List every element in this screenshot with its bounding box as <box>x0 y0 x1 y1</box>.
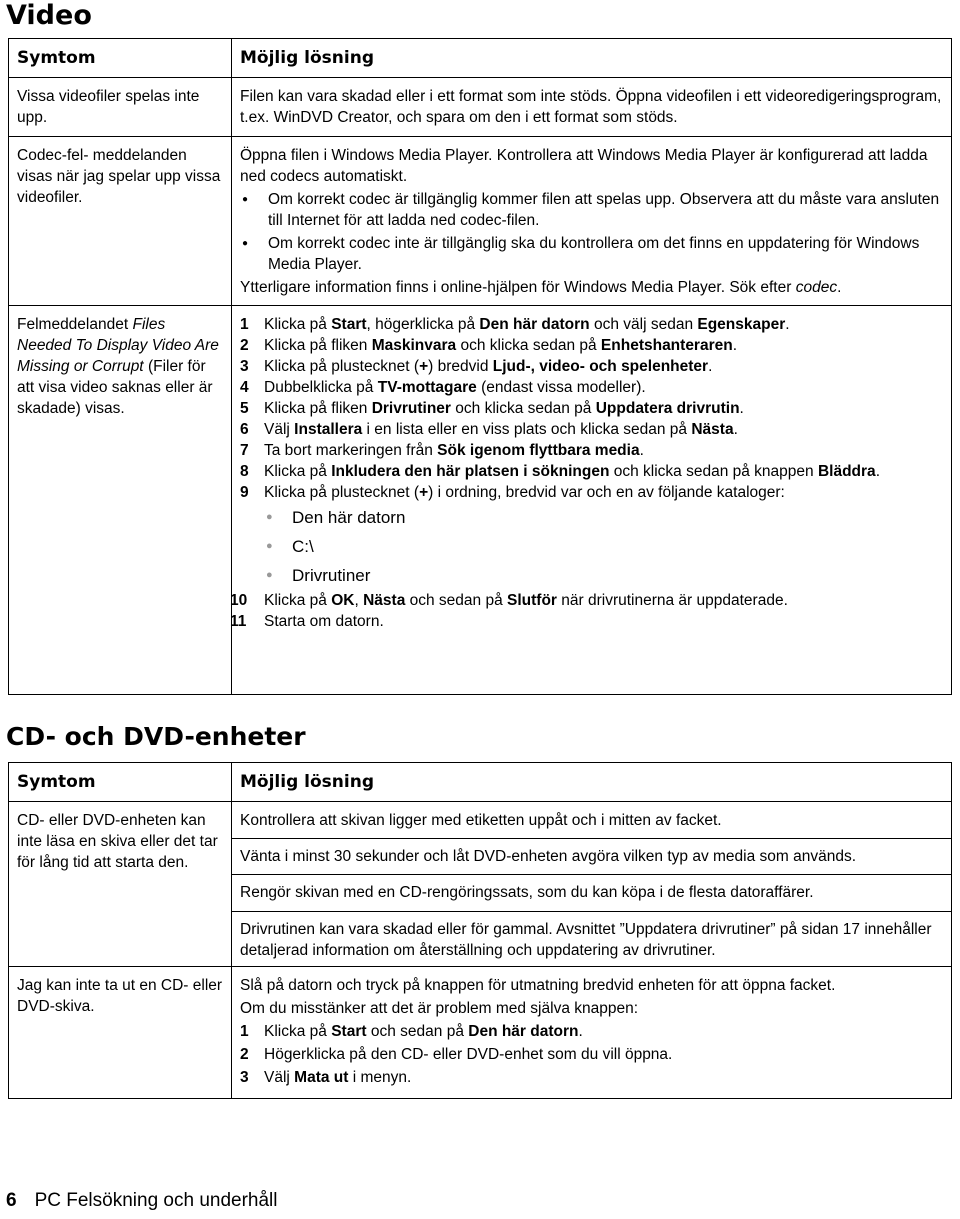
step-item <box>230 590 943 611</box>
solution-cell <box>232 967 952 1099</box>
symptom-lead: Felmeddelandet <box>17 316 129 333</box>
step-item <box>240 335 943 356</box>
symptom-cell <box>9 306 232 695</box>
bullet-item <box>240 189 943 231</box>
solution-cell <box>232 802 952 839</box>
step-number: 5 <box>240 400 249 417</box>
step-number: 7 <box>240 442 249 459</box>
table-row <box>9 306 952 695</box>
solution-cell <box>232 875 952 912</box>
step-text: Klicka på plustecknet ( <box>264 358 420 375</box>
step-text: (endast vissa modeller). <box>481 379 646 396</box>
step-number: 3 <box>240 1069 249 1086</box>
step-item <box>240 419 943 440</box>
step-item <box>240 398 943 419</box>
step-item <box>240 314 943 335</box>
more-info-term: codec <box>795 279 838 296</box>
symptom-text: CD- eller DVD-enheten kan inte läsa en skiva eller det tar för lång tid att starta den. <box>17 812 218 871</box>
step-text: och klicka sedan på knappen <box>613 463 814 480</box>
step-text: Klicka på fliken <box>264 337 368 354</box>
step-text: ) bredvid <box>428 358 489 375</box>
step-item <box>240 377 943 398</box>
more-info-end: . <box>837 279 842 296</box>
step-item <box>240 1044 943 1065</box>
table-row <box>9 967 952 1099</box>
ui-term: + <box>419 358 429 375</box>
symptom-tail: (Filer för att visa video saknas eller är skadade) visas. <box>17 358 213 417</box>
step-text: . <box>785 316 790 333</box>
folder-name: C:\ <box>292 537 314 556</box>
bullet-icon: ● <box>266 569 273 581</box>
step-text: Klicka på <box>264 1023 327 1040</box>
step-text: Klicka på <box>264 592 327 609</box>
step-item <box>240 440 943 461</box>
step-number: 3 <box>240 358 249 375</box>
step-item <box>240 1067 943 1088</box>
ui-term: Start <box>331 316 367 333</box>
column-header-solution: Möjlig lösning <box>232 39 952 78</box>
step-text: Ta bort markeringen från <box>264 442 433 459</box>
ui-term: Installera <box>294 421 363 438</box>
symptom-cell <box>9 137 232 306</box>
symptom-text: Vissa videofiler spelas inte upp. <box>17 88 200 126</box>
step-text: , högerklicka på <box>366 316 476 333</box>
step-text: Högerklicka på den CD- eller DVD-enhet som du vill öppna. <box>264 1046 673 1063</box>
solution-cell <box>232 839 952 875</box>
sub-list-item <box>240 503 943 532</box>
step-text: . <box>733 421 738 438</box>
more-info-lead: Ytterligare information finns i online-hjälpen för Windows Media Player. Sök efter <box>240 279 792 296</box>
ui-term: Start <box>331 1023 367 1040</box>
steps-list <box>240 1021 943 1088</box>
cd-dvd-troubleshooting-table <box>8 762 952 1099</box>
step-text: Välj <box>264 421 290 438</box>
page-footer <box>6 1190 278 1212</box>
ui-term: + <box>419 484 429 501</box>
step-text: och sedan på <box>370 1023 464 1040</box>
ui-term: Uppdatera drivrutin <box>595 400 740 417</box>
solution-text: Drivrutinen kan vara skadad eller för gammal. Avsnittet ”Uppdatera drivrutiner” på sidan 17 innehåller detaljerad information om återställning och uppdatering av drivrutiner. <box>240 921 932 959</box>
ui-term: Den här datorn <box>468 1023 579 1040</box>
ui-term: Maskinvara <box>371 337 457 354</box>
step-number: 11 <box>230 613 247 630</box>
steps-list <box>230 590 943 632</box>
symptom-text: Jag kan inte ta ut en CD- eller DVD-skiva. <box>17 977 223 1015</box>
folder-name: Drivrutiner <box>292 566 371 585</box>
step-text: när drivrutinerna är uppdaterade. <box>561 592 788 609</box>
solution-text: Vänta i minst 30 sekunder och låt DVD-enheten avgöra vilken typ av media som används. <box>240 848 857 865</box>
solution-text: Om du misstänker att det är problem med själva knappen: <box>240 1000 639 1017</box>
step-number: 10 <box>230 592 248 609</box>
step-text: Klicka på plustecknet ( <box>264 484 420 501</box>
solution-text: Kontrollera att skivan ligger med etiketten uppåt och i mitten av facket. <box>240 812 722 829</box>
error-message-title: Files Needed To Display Video Are Missing or Corrupt <box>17 316 219 375</box>
solution-text: Öppna filen i Windows Media Player. Kontrollera att Windows Media Player är konfigurerad att ladda ned codecs automatiskt. <box>240 147 928 185</box>
table-header-row <box>9 763 952 802</box>
symptom-cell <box>9 78 232 137</box>
more-info-text <box>240 277 943 298</box>
step-text: Klicka på <box>264 316 327 333</box>
step-text: . <box>578 1023 583 1040</box>
step-text: Starta om datorn. <box>264 613 384 630</box>
ui-term: Nästa <box>363 592 406 609</box>
step-item <box>230 611 943 632</box>
ui-term: Drivrutiner <box>371 400 451 417</box>
ui-term: Ljud-, video- och spelenheter <box>492 358 709 375</box>
bullet-icon: ● <box>266 540 273 552</box>
step-text: Välj <box>264 1069 290 1086</box>
step-number: 8 <box>240 463 249 480</box>
solution-cell <box>232 912 952 967</box>
step-text: och sedan på <box>409 592 503 609</box>
section-title-video: Video <box>6 0 92 31</box>
solution-cell <box>232 306 952 695</box>
ui-term: Sök igenom flyttbara media <box>437 442 640 459</box>
bullet-text: Om korrekt codec inte är tillgänglig ska du kontrollera om det finns en uppdatering för Windows Media Player. <box>268 235 920 273</box>
step-number: 2 <box>240 1046 249 1063</box>
column-header-solution: Möjlig lösning <box>232 763 952 802</box>
step-text: , <box>354 592 359 609</box>
table-row <box>9 802 952 839</box>
step-item <box>240 356 943 377</box>
symptom-text: Codec-fel- meddelanden visas när jag spelar upp vissa videofiler. <box>17 147 221 206</box>
step-number: 4 <box>240 379 249 396</box>
step-text: i menyn. <box>352 1069 412 1086</box>
symptom-cell <box>9 802 232 967</box>
step-text: och klicka sedan på <box>460 337 597 354</box>
section-title-cd-dvd: CD- och DVD-enheter <box>6 722 306 751</box>
ui-term: Mata ut <box>294 1069 349 1086</box>
ui-term: Slutför <box>507 592 557 609</box>
table-row <box>9 78 952 137</box>
step-item <box>240 482 943 503</box>
solution-text: Slå på datorn och tryck på knappen för utmatning bredvid enheten för att öppna facket. <box>240 977 836 994</box>
symptom-text <box>17 314 223 419</box>
sub-list-item <box>240 561 943 590</box>
steps-list <box>240 314 943 503</box>
ui-term: Enhetshanteraren <box>600 337 733 354</box>
step-text: . <box>875 463 880 480</box>
step-text: och klicka sedan på <box>455 400 592 417</box>
solution-text: Rengör skivan med en CD-rengöringssats, som du kan köpa i de flesta datoraffärer. <box>240 884 814 901</box>
bullet-icon: ● <box>242 238 249 249</box>
ui-term: Bläddra <box>817 463 876 480</box>
table-row <box>9 137 952 306</box>
symptom-cell <box>9 967 232 1099</box>
sub-list-item <box>240 532 943 561</box>
solution-text: Filen kan vara skadad eller i ett format som inte stöds. Öppna videofilen i ett videoredigeringsprogram, t.ex. WinDVD Creator, och spara om den i ett format som stöds. <box>240 88 942 126</box>
page-number: 6 <box>6 1190 17 1211</box>
step-number: 1 <box>240 1023 249 1040</box>
step-item <box>240 461 943 482</box>
step-text: . <box>739 400 744 417</box>
step-number: 9 <box>240 484 249 501</box>
step-number: 1 <box>240 316 249 333</box>
solution-cell <box>232 137 952 306</box>
step-text: . <box>732 337 738 354</box>
bullet-text: Om korrekt codec är tillgänglig kommer filen att spelas upp. Observera att du måste vara ansluten till Internet för att ladda ned codec-filen. <box>268 191 940 229</box>
bullet-item <box>240 233 943 275</box>
step-text: ) i ordning, bredvid var och en av följande kataloger: <box>428 484 785 501</box>
step-text: . <box>708 358 713 375</box>
bullet-icon: ● <box>242 194 249 205</box>
step-text: Dubbelklicka på <box>264 379 374 396</box>
ui-term: Den här datorn <box>479 316 590 333</box>
folder-name: Den här datorn <box>292 508 406 527</box>
ui-term: Inkludera den här platsen i sökningen <box>331 463 610 480</box>
ui-term: Egenskaper <box>697 316 786 333</box>
step-number: 6 <box>240 421 249 438</box>
ui-term: OK <box>331 592 355 609</box>
table-header-row <box>9 39 952 78</box>
video-troubleshooting-table <box>8 38 952 695</box>
step-item <box>240 1021 943 1042</box>
step-text: och välj sedan <box>593 316 694 333</box>
step-text: . <box>639 442 644 459</box>
solution-cell <box>232 78 952 137</box>
step-text: i en lista eller en viss plats och klicka sedan på <box>366 421 688 438</box>
step-number: 2 <box>240 337 249 354</box>
ui-term: Nästa <box>691 421 734 438</box>
step-text: Klicka på fliken <box>264 400 368 417</box>
bullet-icon: ● <box>266 511 273 523</box>
column-header-symptom: Symtom <box>9 39 232 78</box>
column-header-symptom: Symtom <box>9 763 232 802</box>
ui-term: TV-mottagare <box>377 379 477 396</box>
footer-title: PC Felsökning och underhåll <box>34 1190 278 1211</box>
step-text: Klicka på <box>264 463 327 480</box>
